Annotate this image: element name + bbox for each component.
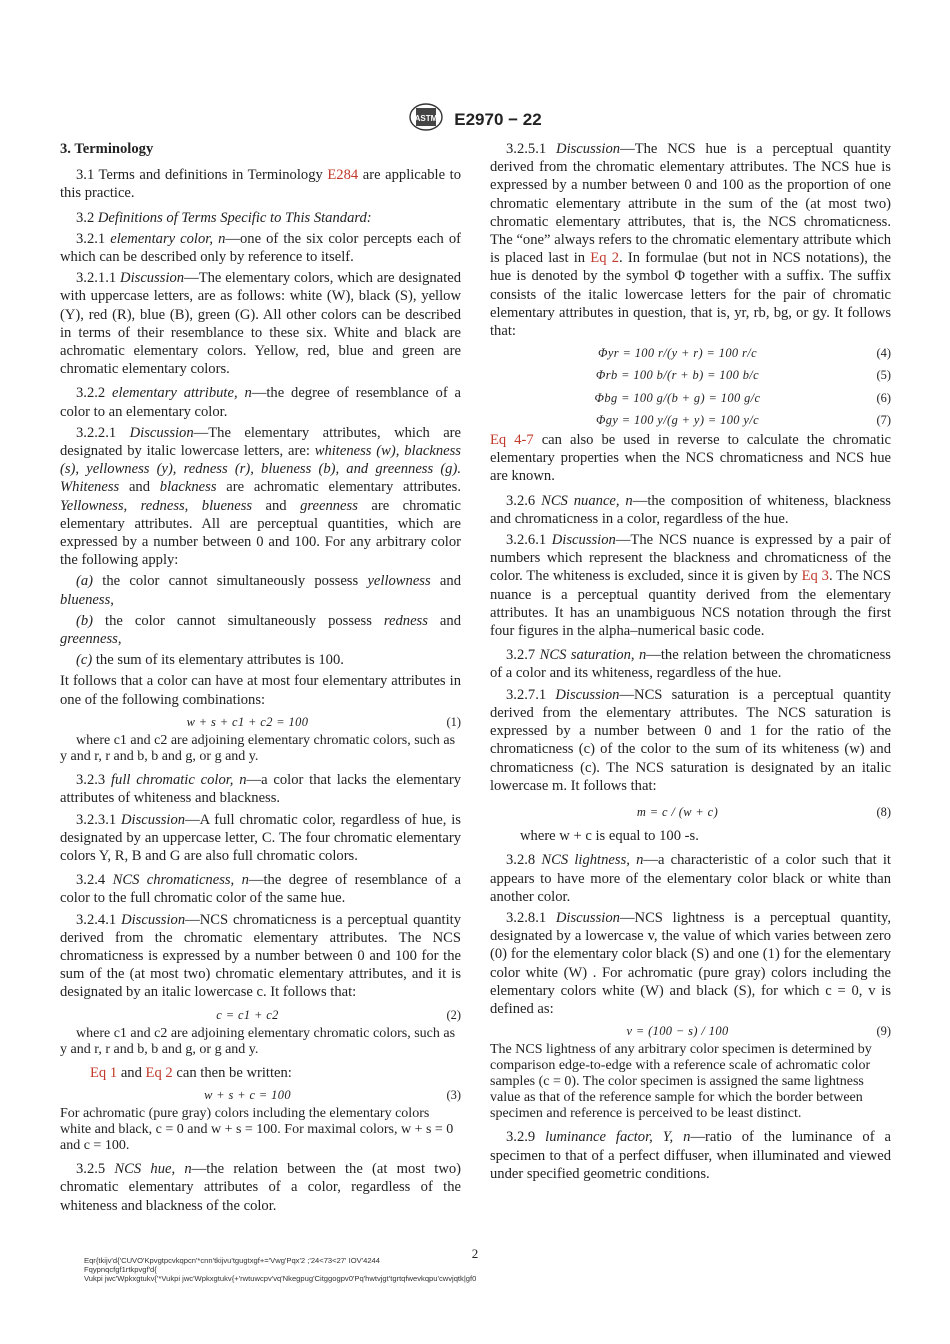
- eq47-text: Eq 4-7 can also be used in reverse to calculate the chromatic elementary properties when the NCS chromaticness and NCS hue are known.: [490, 432, 891, 485]
- para-3-2-2: 3.2.2 elementary attribute, n—the degree of resemblance of a color to an elementary color.: [60, 385, 461, 420]
- gray-text: For achromatic (pure gray) colors including the elementary colors white and black, c = 0 and w + s = 100. For maximal colors, w + s = 0 and c = 100.: [60, 1106, 454, 1154]
- eq1-link[interactable]: Eq 1: [90, 1064, 118, 1081]
- equation-2: c = c1 + c2 (2): [216, 1007, 461, 1022]
- para-3-2-3-1: 3.2.3.1 Discussion—A full chromatic color, regardless of hue, is designated by an uppercase letter, C. The four chromatic elementary colors Y, R, B and G are also full chromatic colors.: [60, 811, 461, 864]
- eq2-link-right[interactable]: Eq 2: [590, 250, 620, 267]
- para-3-2-4: 3.2.4 NCS chromaticness, n—the degree of resemblance of a color to the full chromatic color of the same hue.: [60, 872, 461, 907]
- para-3-2-1-1: 3.2.1.1 Discussion—The elementary colors, which are designated with uppercase letters, are as follows: white (W), black (S), yellow (Y), red (R), blue (B), green (G). All other colors can be described in terms of their resemblance to these six. White and black are achromatic elementary colors. Yellow, red, blue and green are chromatic elementary colors.: [60, 270, 461, 378]
- equation-9: v = (100 − s) / 100 (9): [626, 1024, 891, 1039]
- eq-refs: Eq 1 and Eq 2 can then be written:: [90, 1064, 292, 1081]
- left-column: [60, 140, 461, 1218]
- para-3-2-2-1: 3.2.2.1 Discussion—The elementary attributes, which are designated by italic lowercase letters, are: whiteness (w), blackness (s), yellowness (y), redness (r), blueness (b), and greenness (g). Whiteness and blackness are achromatic elementary attributes. Yellowness, redness, blueness and greenness are chromatic elementary attributes. All are perceptual quantities, which are expressed by a number between 0 and 100. For any arbitrary color the following apply:: [60, 424, 462, 569]
- eq4-7-link[interactable]: Eq 4-7: [490, 432, 534, 449]
- equation-7: Φgy = 100 y/(g + y) = 100 y/c (7): [595, 412, 891, 427]
- para-3-2-7: 3.2.7 NCS saturation, n—the relation between the chromaticness of a color and its whiteness, regardless of the hue.: [490, 647, 891, 682]
- para-3-2-4-1: 3.2.4.1 Discussion—NCS chromaticness is a perceptual quantity derived from the chromatic elementary attributes. The NCS chromaticness is expressed by a number between 0 and 100 for the sum of the (at most two) chromatic elementary attributes, and it is designated by an italic lowercase c. It follows that:: [60, 911, 462, 1001]
- page-number: 2: [471, 1246, 479, 1261]
- document-header: [0, 102, 950, 137]
- para-3-2-5-1: 3.2.5.1 Discussion—The NCS hue is a perceptual quantity derived from the chromatic elementary attributes. The NCS hue is expressed by a number between 0 and 100 as the proportion of one chromatic elementary attribute in the sum of the (at most two) chromatic elementary attributes, that is, the NCS chromaticness. The “one” always refers to the chromatic elementary attribute which is placed last in Eq 2. In formulae (but not in NCS notations), the hue is denoted by the symbol Φ together with a suffix. The suffix consists of the italic lowercase letters for the pair of chromatic elementary attributes in question, that is, yr, rb, bg, or gy. It follows that:: [490, 141, 891, 340]
- eq2-link[interactable]: Eq 2: [145, 1064, 173, 1081]
- para-3-2: 3.2 Definitions of Terms Specific to This Standard:: [76, 209, 372, 226]
- equation-6: Φbg = 100 g/(b + g) = 100 g/c (6): [594, 390, 891, 405]
- list-item-c: (c) the sum of its elementary attributes is 100.: [76, 652, 344, 669]
- para-3-2-8-1: 3.2.8.1 Discussion—NCS lightness is a perceptual quantity, designated by a lowercase v, the value of which varies between zero (0) for the elementary color black (S) and one (1) for the elementary color white (W) . For achromatic (pure gray) colors including the elementary colors white (W) and black (S), for which c = 0, v is defined as:: [490, 909, 891, 1017]
- para-3-2-1: 3.2.1 elementary color, n—one of the six color percepts each of which can be described only by reference to itself.: [60, 230, 462, 266]
- after-9: The NCS lightness of any arbitrary color specimen is determined by comparison edge-to-edge with a reference scale of achromatic color samples (c = 0). The color specimen is assigned the same lightness value as that of the reference sample for which the border between specimen and reference is perceived to be least distinct.: [490, 1042, 872, 1122]
- equation-5: Φrb = 100 b/(r + b) = 100 b/c (5): [595, 368, 891, 383]
- copyright-footer: Eqr{tkijv'd{'CUVO'Kpvgtpcvkqpcn'*cnn'tkijvu'tgugtxgf+='Vwg'Pqx'2 ;'24<73<27' IOV'4244 Fqypnqcfgf1rtkpvgf'd{ Vukpi jwc'Wpkxgtukv{'*Vukpi jwc'Wpkxgtukv{+'rwtuwcpv'vq'Nkegpug'Citggogpv0'Pq'hwtvjgt'tgrtqfwevkqpu'cwvjqtk|gf0: [84, 1256, 477, 1283]
- para-3-2-3: 3.2.3 full chromatic color, n—a color that lacks the elementary attributes of whiteness and blackness.: [60, 772, 461, 807]
- where-1: where c1 and c2 are adjoining elementary chromatic colors, such as y and r, r and b, b and g, or g and y.: [60, 733, 456, 765]
- section-heading: 3. Terminology: [60, 141, 154, 157]
- para-3-2-6-1: 3.2.6.1 Discussion—The NCS nuance is expressed by a pair of numbers which represent the blackness and chromaticness of the color. The whiteness is excluded, since it is given by Eq 3. The NCS nuance is a perceptual quantity derived from the elementary attributes. It has an unambiguous NCS notation through the first four figures in the alpha–numerical basic code.: [490, 532, 892, 640]
- equation-3: w + s + c = 100 (3): [204, 1087, 461, 1102]
- para-3-2-6: 3.2.6 NCS nuance, n—the composition of whiteness, blackness and chromaticness in a color, regardless of the hue.: [490, 492, 891, 527]
- equation-1: w + s + c1 + c2 = 100 (1): [186, 714, 461, 729]
- where-2: where c1 and c2 are adjoining elementary chromatic colors, such as y and r, r and b, b and g, or g and y.: [60, 1025, 456, 1057]
- para-3-2-5: 3.2.5 NCS hue, n—the relation between the (at most two) chromatic elementary attributes of a color, regardless of the whiteness and blackness of the color.: [60, 1161, 462, 1214]
- where-8: where w + c is equal to 100 -s.: [520, 828, 699, 845]
- svg-text:ASTM: ASTM: [414, 114, 438, 123]
- equation-8: m = c / (w + c) (8): [636, 804, 891, 819]
- para-3-2-9: 3.2.9 luminance factor, Y, n—ratio of the luminance of a specimen to that of a perfect diffuser, when illuminated and viewed under specified geometric conditions.: [490, 1129, 891, 1182]
- list-item-a: (a) the color cannot simultaneously possess yellowness and blueness,: [60, 573, 461, 608]
- para-3-2-7-1: 3.2.7.1 Discussion—NCS saturation is a perceptual quantity derived from the elementary attributes. The NCS saturation is expressed by a number between 0 and 1 for the ratio of the chromaticness (c) of the color to the sum of its whiteness (w) and chromaticness (c). The NCS saturation is designated by an italic lowercase m. It follows that:: [490, 686, 891, 794]
- list-item-b: (b) the color cannot simultaneously possess redness and greenness,: [60, 612, 461, 648]
- astm-logo-icon: [408, 102, 444, 137]
- follows-text: It follows that a color can have at most four elementary attributes in one of the following combinations:: [60, 673, 461, 708]
- equation-4: Φyr = 100 r/(y + r) = 100 r/c (4): [598, 346, 891, 361]
- para-3-1: 3.1 Terms and definitions in Terminology E284 are applicable to this practice.: [60, 167, 461, 202]
- eq3-link[interactable]: Eq 3: [801, 568, 829, 585]
- para-3-2-8: 3.2.8 NCS lightness, n—a characteristic of a color such that it appears to have more of the elementary color black or white than another color.: [490, 852, 891, 905]
- standard-code: E2970 − 22: [454, 109, 542, 129]
- e284-link[interactable]: E284: [327, 167, 359, 184]
- right-column: [490, 140, 891, 1186]
